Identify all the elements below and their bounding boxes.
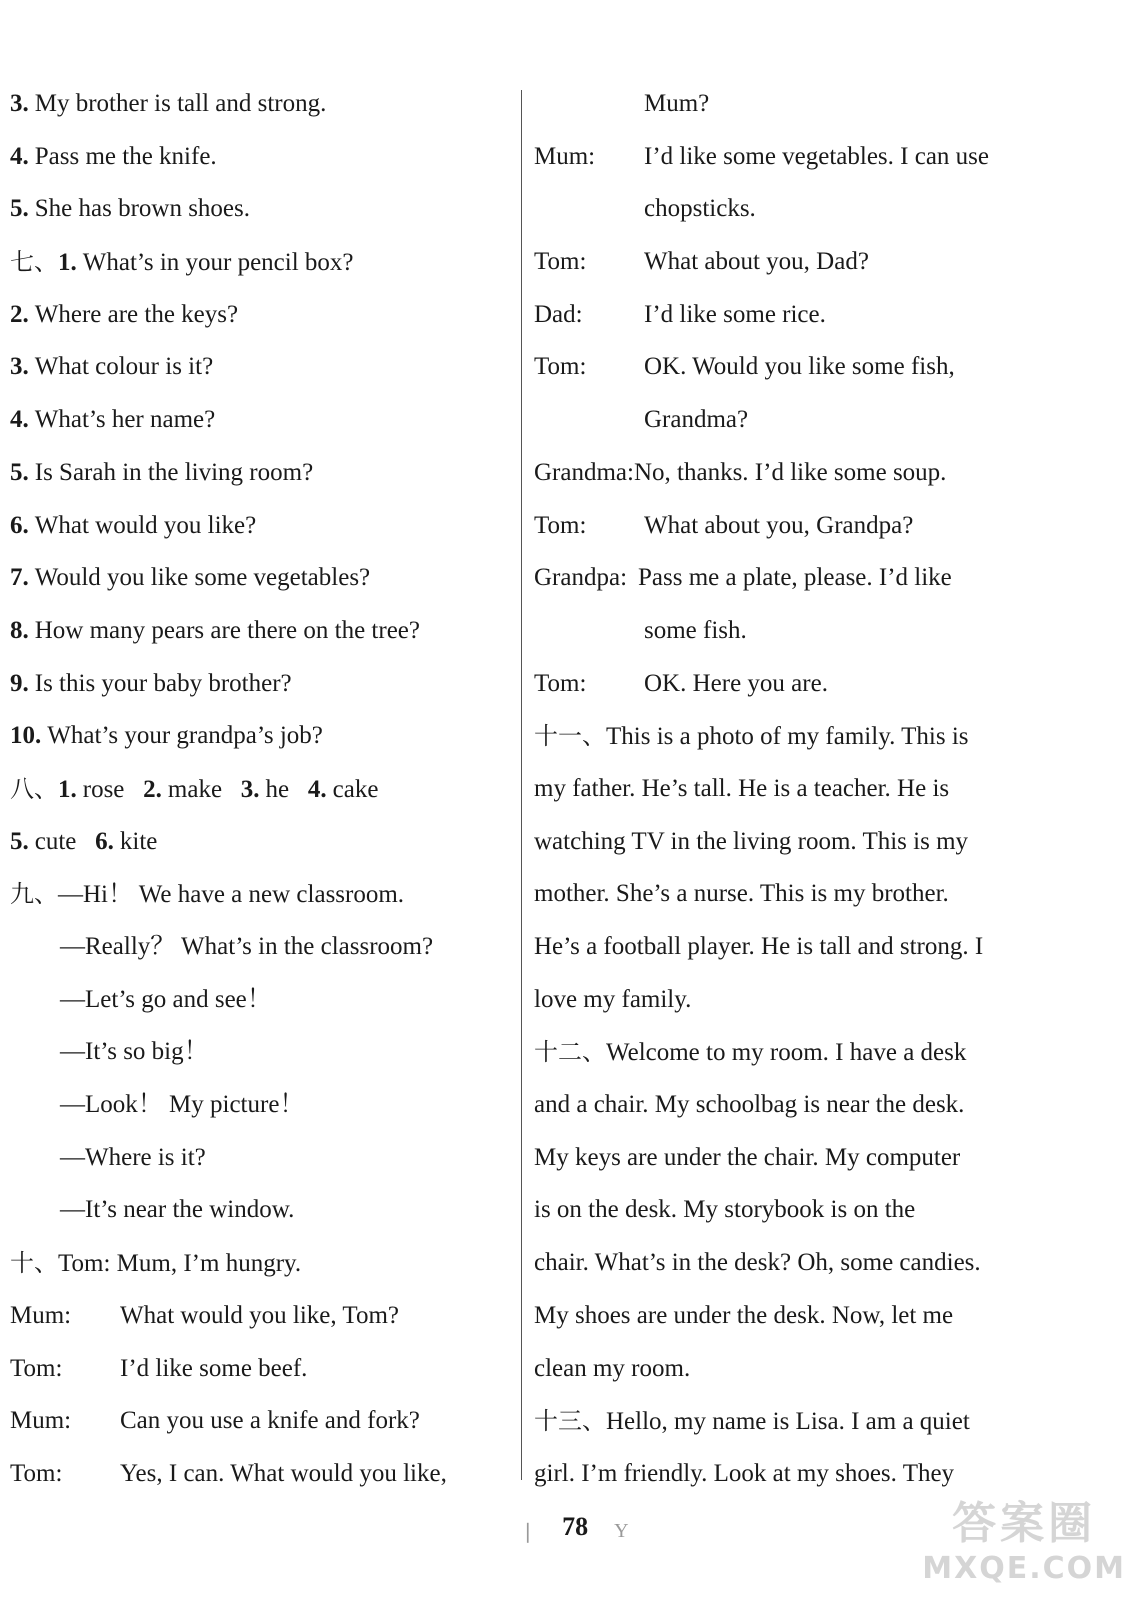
answer-line: 5. She has brown shoes. [10,195,251,223]
dialogue-line: Tom: What about you, Dad? [534,248,869,276]
watermark-logo: 答案圈 [952,1498,1097,1549]
answer-line: 3. What colour is it? [10,353,214,381]
section-number: 八、 [10,774,58,803]
answer-line: 5. Is Sarah in the living room? [10,458,314,486]
dialogue-line: —Look！ My picture！ [60,1091,305,1119]
paragraph-line: watching TV in the living room. This is my [534,827,969,855]
answer-line: 5. cute 6. kite [10,827,158,855]
dialogue-line: Tom: Yes, I can. What would you like, [10,1459,447,1487]
answer-line: 2. Where are the keys? [10,300,239,328]
dialogue-line: Tom: OK. Here you are. [534,669,828,697]
dialogue-line: —Let’s go and see！ [60,985,272,1013]
section-number: 九、 [10,880,58,909]
paragraph-line: my father. He’s tall. He is a teacher. He is [534,774,950,802]
right-column [534,78,1034,1501]
answer-line: 10. What’s your grandpa’s job? [10,722,323,750]
paragraph-line: chair. What’s in the desk? Oh, some candies. [534,1249,981,1277]
answer-line: 6. What would you like? [10,511,257,539]
section-11-line: 十一、This is a photo of my family. This is [534,722,969,751]
page-number: 78 [562,1512,589,1541]
paragraph-line: love my family. [534,985,692,1013]
watermark [922,1487,1126,1586]
dialogue-line: Grandpa: Pass me a plate, please. I’d like [534,564,952,592]
section-number: 十一、 [534,722,606,751]
section-12-line: 十二、Welcome to my room. I have a desk [534,1038,967,1067]
paragraph-line: and a chair. My schoolbag is near the desk. [534,1091,965,1119]
ornament-icon: ❘ [519,1520,537,1543]
paragraph-line: girl. I’m friendly. Look at my shoes. They [534,1459,955,1487]
dialogue-line: Tom: What about you, Grandpa? [534,511,914,539]
dialogue-line: Mum: What would you like, Tom? [10,1301,399,1329]
dialogue-line: Mum? [644,90,710,117]
dialogue-line: some fish. [644,616,747,644]
answer-line: 4. What’s her name? [10,406,216,434]
ornament-icon: Y [614,1519,629,1542]
dialogue-line: Grandma? [644,406,749,434]
dialogue-line: Mum: I’d like some vegetables. I can use [534,142,990,170]
paragraph-line: mother. She’s a nurse. This is my brother. [534,880,949,908]
section-8-line: 八、1. rose 2. make 3. he 4. cake [10,774,379,803]
dialogue-line: Tom: I’d like some beef. [10,1354,308,1382]
dialogue-line: —Really？ What’s in the classroom? [60,933,434,960]
dialogue-line: Dad: I’d like some rice. [534,300,826,328]
dialogue-line: —Where is it? [60,1143,206,1171]
dialogue-line: —It’s so big！ [60,1038,209,1066]
paragraph-line: My shoes are under the desk. Now, let me [534,1301,954,1329]
answer-line: 4. Pass me the knife. [10,142,217,170]
paragraph-line: He’s a football player. He is tall and strong. I [534,933,984,960]
dialogue-line: Grandma:No, thanks. I’d like some soup. [534,458,947,486]
section-13-line: 十三、Hello, my name is Lisa. I am a quiet [534,1407,970,1436]
section-9-line: 九、—Hi！ We have a new classroom. [10,880,405,909]
dialogue-line: Mum: Can you use a knife and fork? [10,1407,420,1435]
section-7-line: 七、1. What’s in your pencil box? [10,248,354,277]
dialogue-line: chopsticks. [644,195,756,223]
left-column [10,78,510,1501]
paragraph-line: My keys are under the chair. My computer [534,1143,961,1171]
answer-line: 7. Would you like some vegetables? [10,564,371,592]
section-number: 十、 [10,1249,58,1278]
answer-line: 9. Is this your baby brother? [10,669,292,697]
section-10-line: 十、Tom: Mum, I’m hungry. [10,1249,302,1278]
answer-line: 8. How many pears are there on the tree? [10,616,420,644]
section-number: 十三、 [534,1407,606,1436]
section-number: 七、 [10,248,58,277]
section-number: 十二、 [534,1038,606,1067]
answer-line: 3. My brother is tall and strong. [10,90,327,117]
paragraph-line: is on the desk. My storybook is on the [534,1196,916,1224]
watermark-url: MXQE.COM [922,1551,1126,1586]
paragraph-line: clean my room. [534,1354,691,1382]
column-divider [521,90,522,1480]
dialogue-line: Tom: OK. Would you like some fish, [534,353,955,381]
dialogue-line: —It’s near the window. [60,1196,295,1224]
